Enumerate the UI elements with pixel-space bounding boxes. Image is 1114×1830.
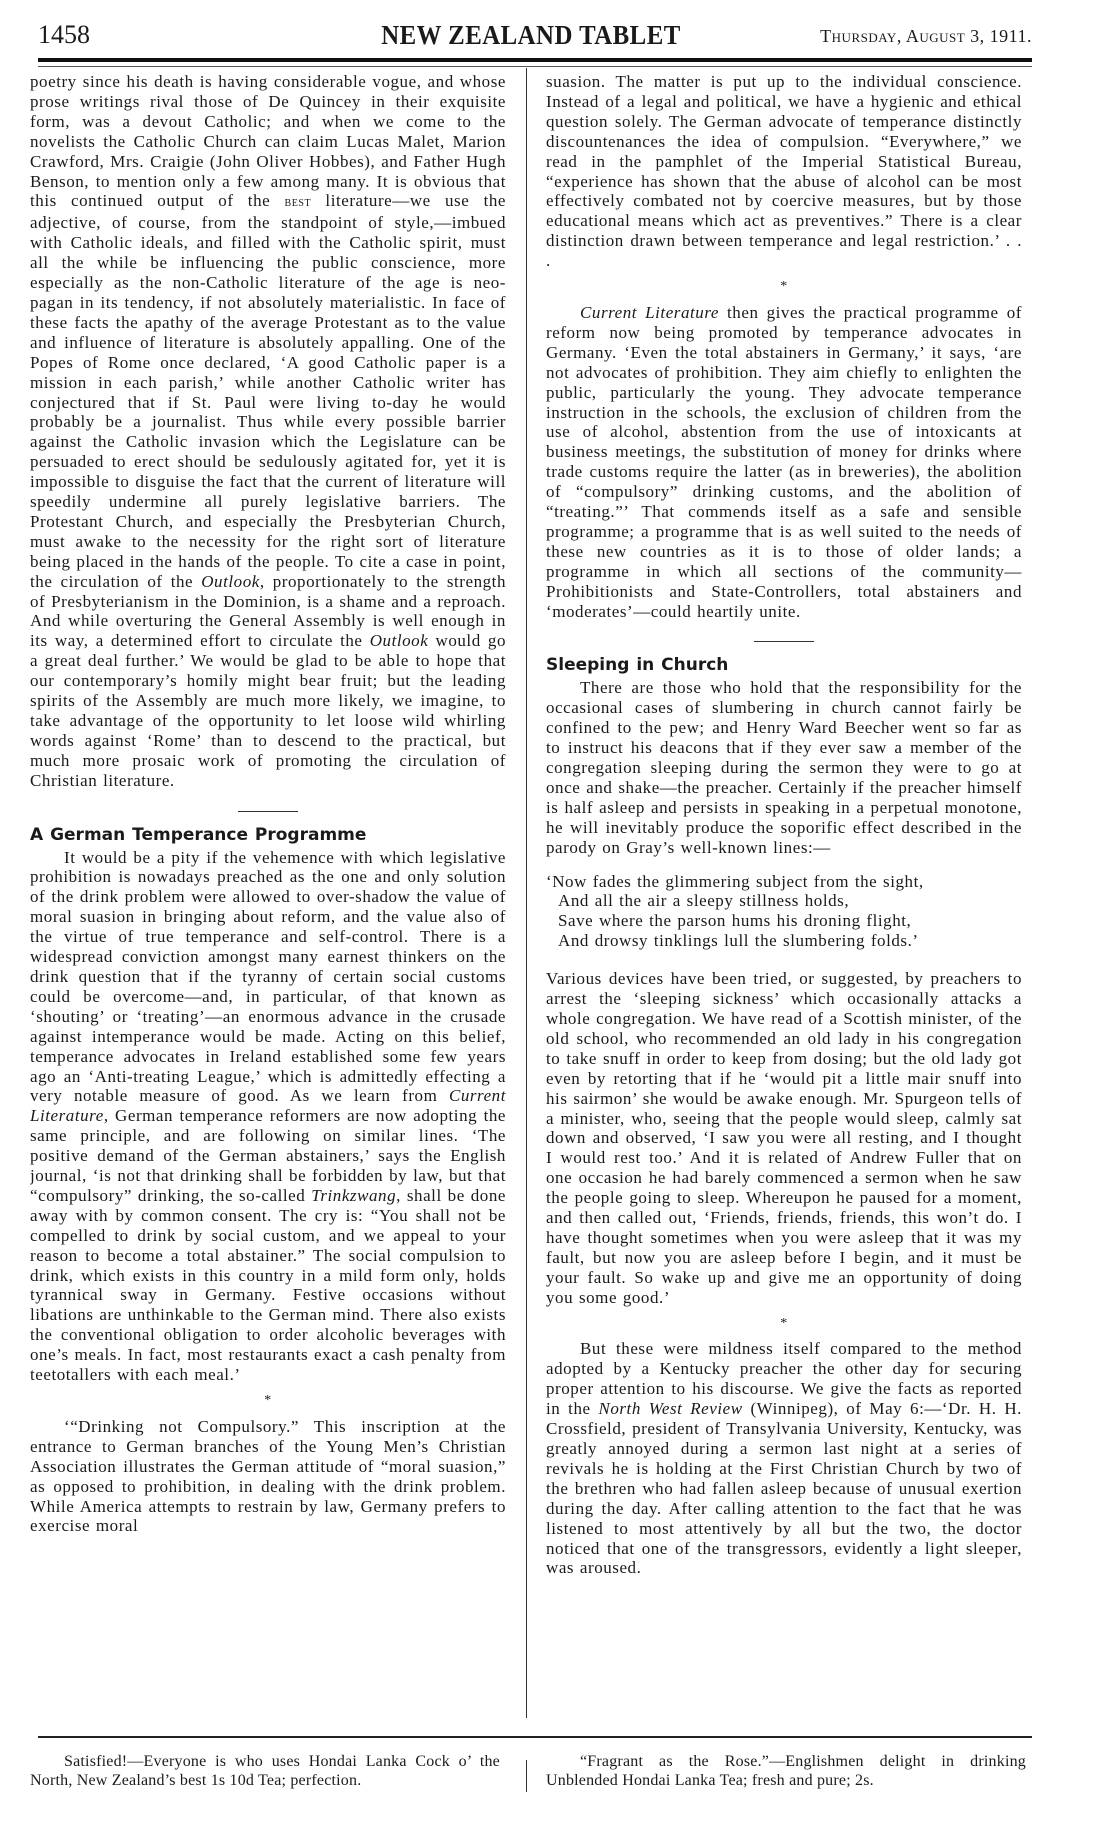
right-column — [546, 72, 1022, 1722]
poem-line: Save where the parson hums his droning flight, — [558, 911, 912, 931]
advert-text: “Fragrant as the Rose.”—Englishmen delight in drinking Unblended Hondai Lanka Tea; fresh and pure; 2s. — [546, 1753, 1026, 1789]
article-paragraph — [546, 1339, 1022, 1578]
left-column — [30, 72, 506, 1722]
asterisk-separator: * — [780, 279, 788, 295]
header-rule — [38, 58, 1032, 62]
text-run: It would be a pity if the vehemence with which legislative prohibition is nowadays preached as the one and only solution of the drink problem were allowed to over-shadow the value of moral suasion in bringing about reform, and the value also of the virtue of true temperance and self-control. There is a widespread conviction amongst many earnest thinkers on the drink question that if the tyranny of certain social customs could be overcome—and, in particular, of that known as ‘shouting’ or ‘treating’—an enormous advance in the crusade against intemperance would be made. Acting on this belief, temperance advocates in Ireland established some few years ago an ‘Anti-treating League,’ which is admittedly effecting a very notable measure of good. As we learn from — [30, 847, 506, 1106]
poem-line: ‘Now fades the glimmering subject from the sight, — [546, 871, 924, 891]
newspaper-title: NEW ZEALAND TABLET — [381, 20, 681, 50]
text-run: ‘“Drinking not Compulsory.” This inscription at the entrance to German branches of the Young Men’s Christian Association illustrates the German attitude of “moral suasion,” as opposed to prohibition, in dealing with the drink problem. While America attempts to restrain by law, Germany prefers to exercise moral — [30, 1416, 506, 1536]
page-number: 1458 — [38, 20, 90, 49]
section-divider — [238, 811, 298, 812]
article-title: A German Temperance Programme — [30, 824, 367, 845]
asterisk-separator: * — [780, 1315, 788, 1331]
text-run: , proportionately to the strength of Presbyterianism in the Dominion, is a shame and a reproach. And while overturing the General Assembly is well enough in its way, a determined effort to circulate the — [30, 571, 506, 651]
header-rule-thin — [38, 66, 1032, 67]
footer-advert-right — [546, 1752, 1026, 1790]
italic-title: North West Review — [598, 1399, 743, 1419]
opening-paragraph — [30, 72, 506, 791]
poem — [546, 872, 1022, 952]
advert-text: Satisfied!—Everyone is who uses Hondai Lanka Cock o’ the North, New Zealand’s best 1s 10d Tea; perfection. — [30, 1753, 500, 1789]
footer-rule — [38, 1736, 1032, 1738]
italic-title: Outlook — [369, 631, 429, 651]
column-divider — [526, 68, 527, 1718]
article-paragraph — [546, 678, 1022, 857]
italic-title: Current Literature — [30, 1086, 506, 1126]
footer-column-divider — [526, 1760, 527, 1792]
text-run: , German temperance reformers are now adopting the same principle, and are following on similar lines. ‘The positive demand of the German abstainers,’ says the English journal, ‘is not that drinking shall be forbidden by law, but that “compulsory” drinking, the so-called — [30, 1106, 506, 1205]
text-run: would go a great deal further.’ We would be glad to be able to hope that our contemporary’s homily might bear fruit; but the leading spirits of the Assembly are much more likely, we imagine, to take advantage of the opportunity to let loose wild whirling words against ‘Rome’ than to descend to the practical, but much more prosaic work of promoting the circulation of Christian literature. — [30, 631, 506, 790]
text-run: suasion. The matter is put up to the individual conscience. Instead of a legal and political, we have a hygienic and ethical question solely. The German advocate of temperance distinctly discountenances the idea of compulsion. “Everywhere,” we read in the pamphlet of the Imperial Statistical Bureau, “experience has shown that the abuse of alcohol can be most effectively combated not by coercive measures, but by those educational means which act as preventives.” There is a clear distinction drawn between temperance and legal restriction.’ . . . — [546, 72, 1022, 271]
article-title: Sleeping in Church — [546, 655, 729, 676]
article-paragraph — [30, 1417, 506, 1536]
footer-advert-left — [30, 1752, 500, 1790]
continuation-paragraph — [546, 72, 1022, 271]
text-run: Various devices have been tried, or suggested, by preachers to arrest the ‘sleeping sickness’ which occasionally attacks a whole congregation. We have read of a Scottish minister, of the old school, who recommended an old lady in his congregation to take snuff in order to keep from dosing; but the old lady got even by retorting that if he ‘would pit a little mair snuff into his sairmon’ she would be awake enough. Mr. Spurgeon tells of a minister, who, seeing that the people would sleep, calmly sat down and observed, ‘I saw you were all resting, and I thought I would rest too.’ And it is related of Andrew Fuller that on one occasion he had barely commenced a sermon when he saw the people going to sleep. Whereupon he paused for a moment, and then called out, ‘Friends, friends, friends, this won’t do. I have thought sometimes when you were asleep that it was my fault, but now you are asleep before I begin, and it must be your fault. So wake up and give me an opportunity of doing you some good.’ — [546, 969, 1022, 1307]
poem-line: And all the air a sleepy stillness holds, — [558, 891, 850, 911]
masthead — [30, 14, 1032, 54]
issue-date: Thursday, August 3, 1911. — [820, 26, 1032, 46]
poem-line: And drowsy tinklings lull the slumbering folds.’ — [558, 931, 919, 951]
text-run: , shall be done away with by common consent. The cry is: “You shall not be compelled to drink by social custom, and we appeal to your reason to become a total abstainer.” The social compulsion to drink, which exists in this country in a mild form only, holds tyrannical sway in Germany. Festive occasions without libations are unthinkable to the German mind. There also exists the conventional obligation to order alcoholic beverages with one’s meals. In fact, most restaurants exact a cash penalty from teetotallers with each meal.’ — [30, 1185, 506, 1385]
section-divider — [754, 641, 814, 642]
text-run: then gives the practical programme of reform now being promoted by temperance advocates in Germany. ‘Even the total abstainers in Germany,’ it says, ‘are not advocates of prohibition. They aim chiefly to enlighten the public, particularly the young. They advocate temperance instruction in the schools, the exclusion of children from the use of alcohol, abstention from the use of intoxicants at business meetings, the substitution of money for drinks where trade customs require the latter (as in breweries), the abolition of “compulsory” drinking customs, and the abolition of “treating.”’ That commends itself as a safe and sensible programme; a programme that is as well suited to the needs of these new countries as it is to those of older lands; a programme in which all sections of the community—Prohibitionists and State-Controllers, total abstainers and ‘moderates’—could heartily unite. — [546, 302, 1022, 621]
asterisk-separator: * — [264, 1393, 272, 1408]
text-run: literature—we use the adjective, of course, from the standpoint of style,—imbued with Catholic ideals, and filled with the Catholic spirit, must all the while be influencing the public conscience, more especially as the non-Catholic literature of the age is neo-pagan in its tendency, if not absolutely materialistic. In face of these facts the apathy of the average Protestant as to the value and influence of literature is absolutely appalling. One of the Popes of Rome once declared, ‘A good Catholic paper is a mission in each parish,’ while another Catholic writer has conjectured that if St. Paul were living to-day he would probably be a journalist. Thus while every possible barrier against the Catholic invasion which the Legislature can be persuaded to erect should be sedulously agitated for, yet it is impossible to disguise the fact that the current of literature will speedily undermine all purely legislative barriers. The Protestant Church, and especially the Presbyterian Church, must awake to the necessity for the right sort of literature being placed in the hands of the people. To cite a case in point, the circulation of the — [30, 191, 506, 591]
italic-title: Trinkzwang — [311, 1185, 397, 1205]
article-paragraph — [546, 303, 1022, 622]
text-run: But these were mildness itself compared to the method adopted by a Kentucky preacher the other day for securing proper attention to his discourse. We give the facts as reported in the — [546, 1339, 1022, 1419]
small-caps-word: best — [284, 195, 312, 211]
italic-title: Current Literature — [580, 302, 719, 322]
text-run: There are those who hold that the responsibility for the occasional cases of slumbering in church cannot fairly be confined to the pew; and Henry Ward Beecher went so far as to instruct his deacons that if they ever saw a member of the congregation sleeping during the sermon they were to go at once and shake—the preacher. Certainly if the preacher himself is half asleep and persists in speaking in a perpetual monotone, he will inevitably produce the soporific effect described in the parody on Gray’s well-known lines:— — [546, 678, 1022, 857]
text-run: (Winnipeg), of May 6:—‘Dr. H. H. Crossfield, president of Transylvania University, Kentucky, was greatly annoyed during a sermon last night at a series of revivals he is holding at the First Christian Church by two of the brethren who had fallen asleep because of unusual exertion during the day. After calling attention to the fact that he was listened to most attentively by all but the two, the doctor noticed that one of the transgressors, evidently a light sleeper, was aroused. — [546, 1399, 1022, 1578]
italic-title: Outlook — [201, 571, 260, 591]
text-run: poetry since his death is having considerable vogue, and whose prose writings rival those of De Quincey in their exquisite form, was a devout Catholic; and when we come to the novelists the Catholic Church can claim Lucas Malet, Marion Crawford, Mrs. Craigie (John Oliver Hobbes), and Father Hugh Benson, to mention only a few among many. It is obvious that this continued output of the — [30, 72, 506, 211]
article-paragraph — [546, 969, 1022, 1307]
article-paragraph — [30, 848, 506, 1385]
